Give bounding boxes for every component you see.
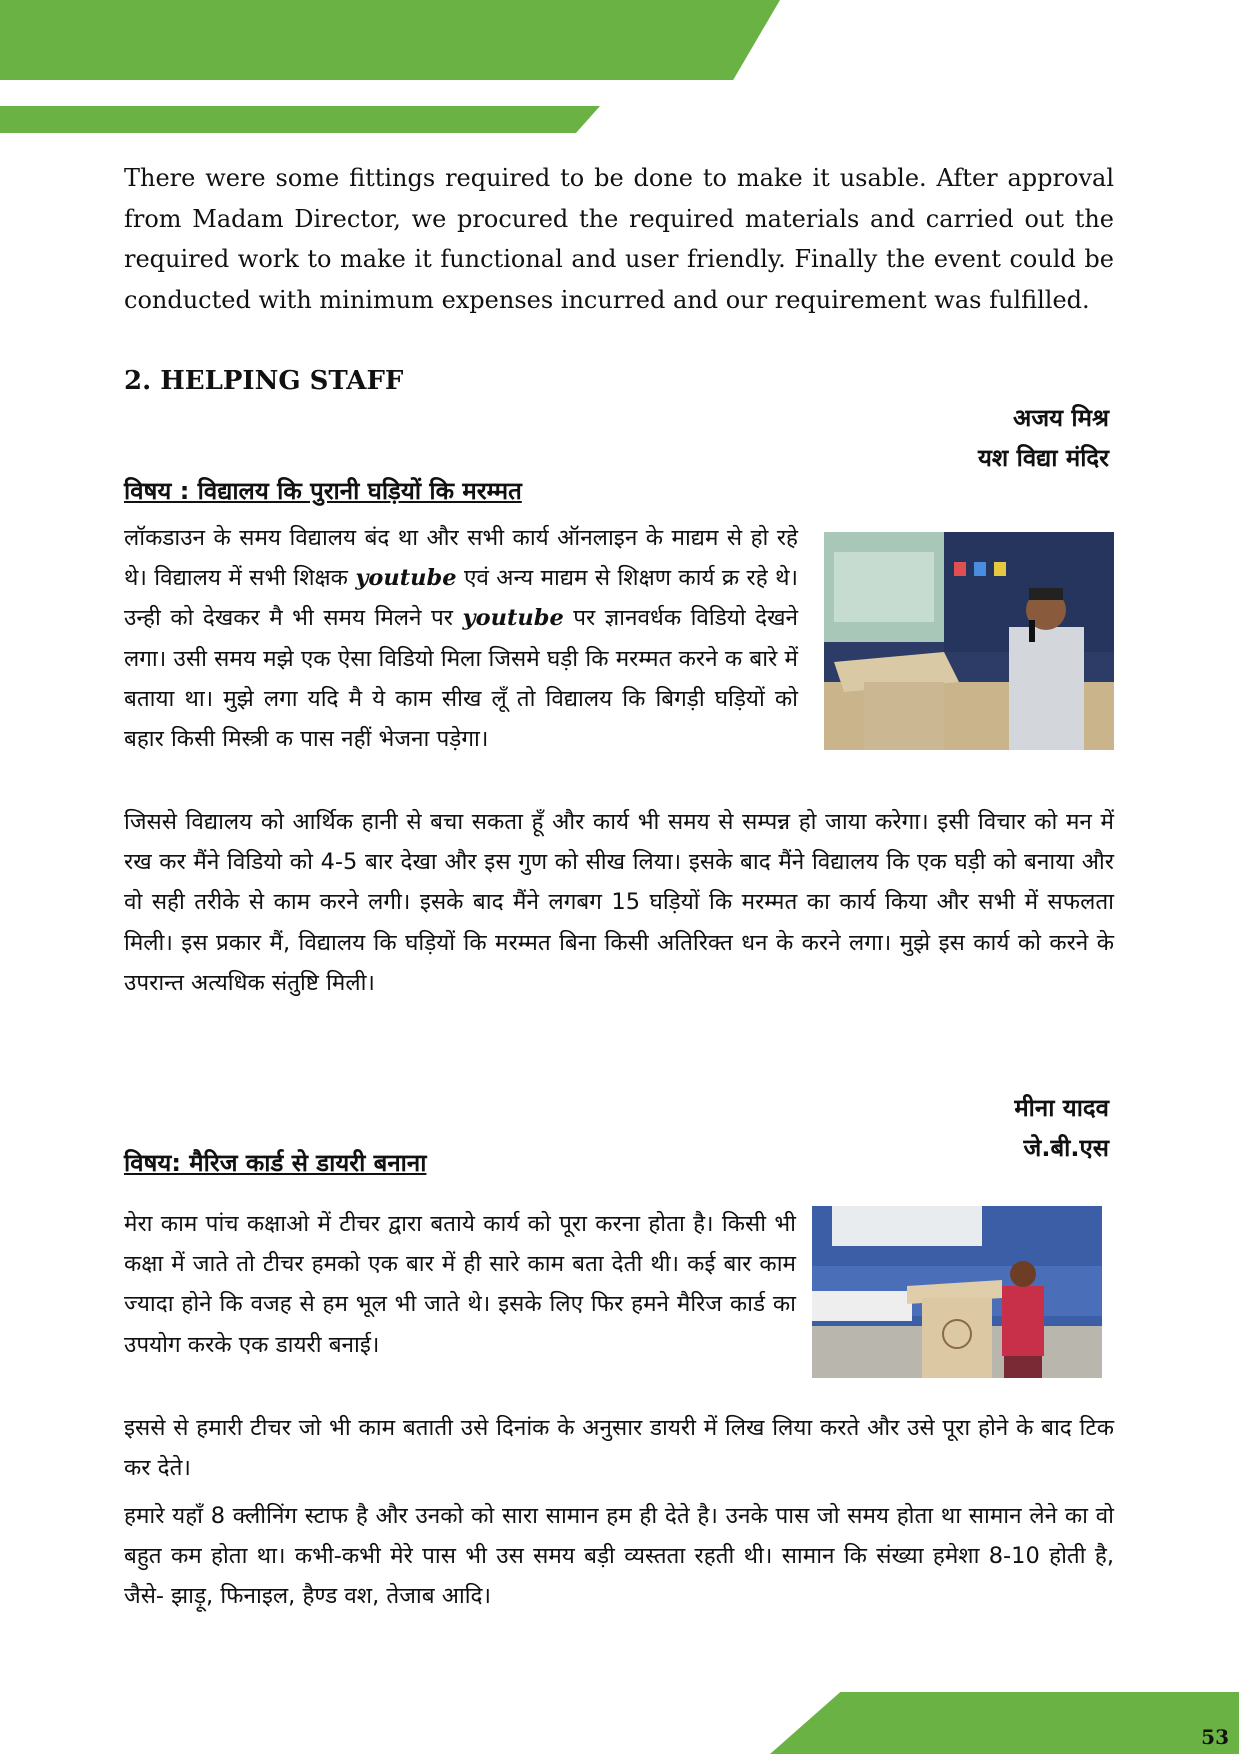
text-span: पर ज्ञानवर्धक विडियो देखने लगा। उसी समय मझे एक ऐसा विडियो मिला जिसमे घड़ी कि मरम्मत करने क बारे में बताया था। मुझे लगा यदि मै ये काम सीख लूँ तो विद्यालय कि बिगड़ी घड़ियों को बहार किसी मिस्त्री क पास नहीं भेजना पड़ेगा। <box>124 605 798 753</box>
article-subject-1: विषय : विद्यालय कि पुरानी घड़ियों कि मरम्मत <box>124 477 522 505</box>
intro-paragraph: There were some fittings required to be done to make it usable. After approval from Madam Director, we procured the required materials and carried out the required work to make it functional and user friendly. Finally the event could be conducted with minimum expenses incurred and our requirement was fulfilled. <box>124 164 1114 314</box>
author-name: मीना यादव <box>1014 1094 1109 1122</box>
author-name: अजय मिश्र <box>1013 404 1109 432</box>
emphasis-youtube: youtube <box>355 565 457 592</box>
article2-paragraph-3: हमारे यहाँ 8 क्लीनिंग स्टाफ है और उनको को सारा सामान हम ही देते है। उनके पास जो समय होता था सामान लेने का वो बहुत कम होता था। कभी-कभी मेरे पास भी उस समय बड़ी व्यस्तता रहती थी। सामान कि संख्या हमेशा 8-10 होती है, जैसे- झाड़ू, फिनाइल, हैण्ड वश, तेजाब आदि। <box>124 1503 1114 1610</box>
header-green-band <box>0 0 780 80</box>
article-subject-2: विषय: मैरिज कार्ड से डायरी बनाना <box>124 1149 427 1177</box>
text-span: लॉकडाउन के समय विद्यालय बंद था और सभी कार्य ऑनलाइन के माद्यम से हो रहे थे। विद्यालय में सभी शिक्षक <box>124 525 798 592</box>
article1-paragraph-2: जिससे विद्यालय को आर्थिक हानी से बचा सकता हूँ और कार्य भी समय से सम्पन्न हो जाया करेगा। इसी विचार को मन में रख कर मैंने विडियो को 4-5 बार देखा और इस गुण को सीख लिया। इसके बाद मैंने विद्यालय कि एक घड़ी को बनाया और वो सही तरीके से काम करने लगी। इसके बाद मैंने लगबग 15 घड़ियों कि मरम्मत का कार्य किया और सभी में सफलता मिली। इस प्रकार मैं, विद्यालय कि घड़ियों कि मरम्मत बिना किसी अतिरिक्त धन के करने लगा। मुझे इस कार्य को करने के उपरान्त अत्यधिक संतुष्टि मिली। <box>124 809 1114 996</box>
footer-green-band <box>770 1692 1239 1754</box>
page-number: 53 <box>1201 1725 1229 1749</box>
photo-speaker-man <box>824 532 1114 750</box>
author-block-1 <box>978 398 1109 478</box>
author-school: जे.बी.एस <box>1023 1134 1109 1162</box>
author-school: यश विद्या मंदिर <box>978 444 1109 472</box>
author-block-2 <box>1014 1088 1109 1168</box>
article2-paragraph-1: मेरा काम पांच कक्षाओ में टीचर द्वारा बताये कार्य को पूरा करना होता है। किसी भी कक्षा में जाते तो टीचर हमको एक बार में ही सारे काम बता देती थी। कई बार काम ज्यादा होने कि वजह से हम भूल भी जाते थे। इसके लिए फिर हमने मैरिज कार्ड का उपयोग करके एक डायरी बनाई। <box>124 1211 796 1358</box>
emphasis-youtube: youtube <box>462 605 564 632</box>
article2-paragraph-2: इससे से हमारी टीचर जो भी काम बताती उसे दिनांक के अनुसार डायरी में लिख लिया करते और उसे पूरा होने के बाद टिक कर देते। <box>124 1415 1114 1482</box>
photo-speaker-woman <box>812 1206 1102 1378</box>
section-heading: 2. HELPING STAFF <box>124 366 404 396</box>
text-span: एवं अन्य माद्यम से शिक्षण कार्य क्र रहे थे। उन्ही को देखकर मै भी समय मिलने पर <box>124 565 798 632</box>
article1-paragraph-1 <box>124 518 798 759</box>
header-green-stripe <box>0 106 600 133</box>
